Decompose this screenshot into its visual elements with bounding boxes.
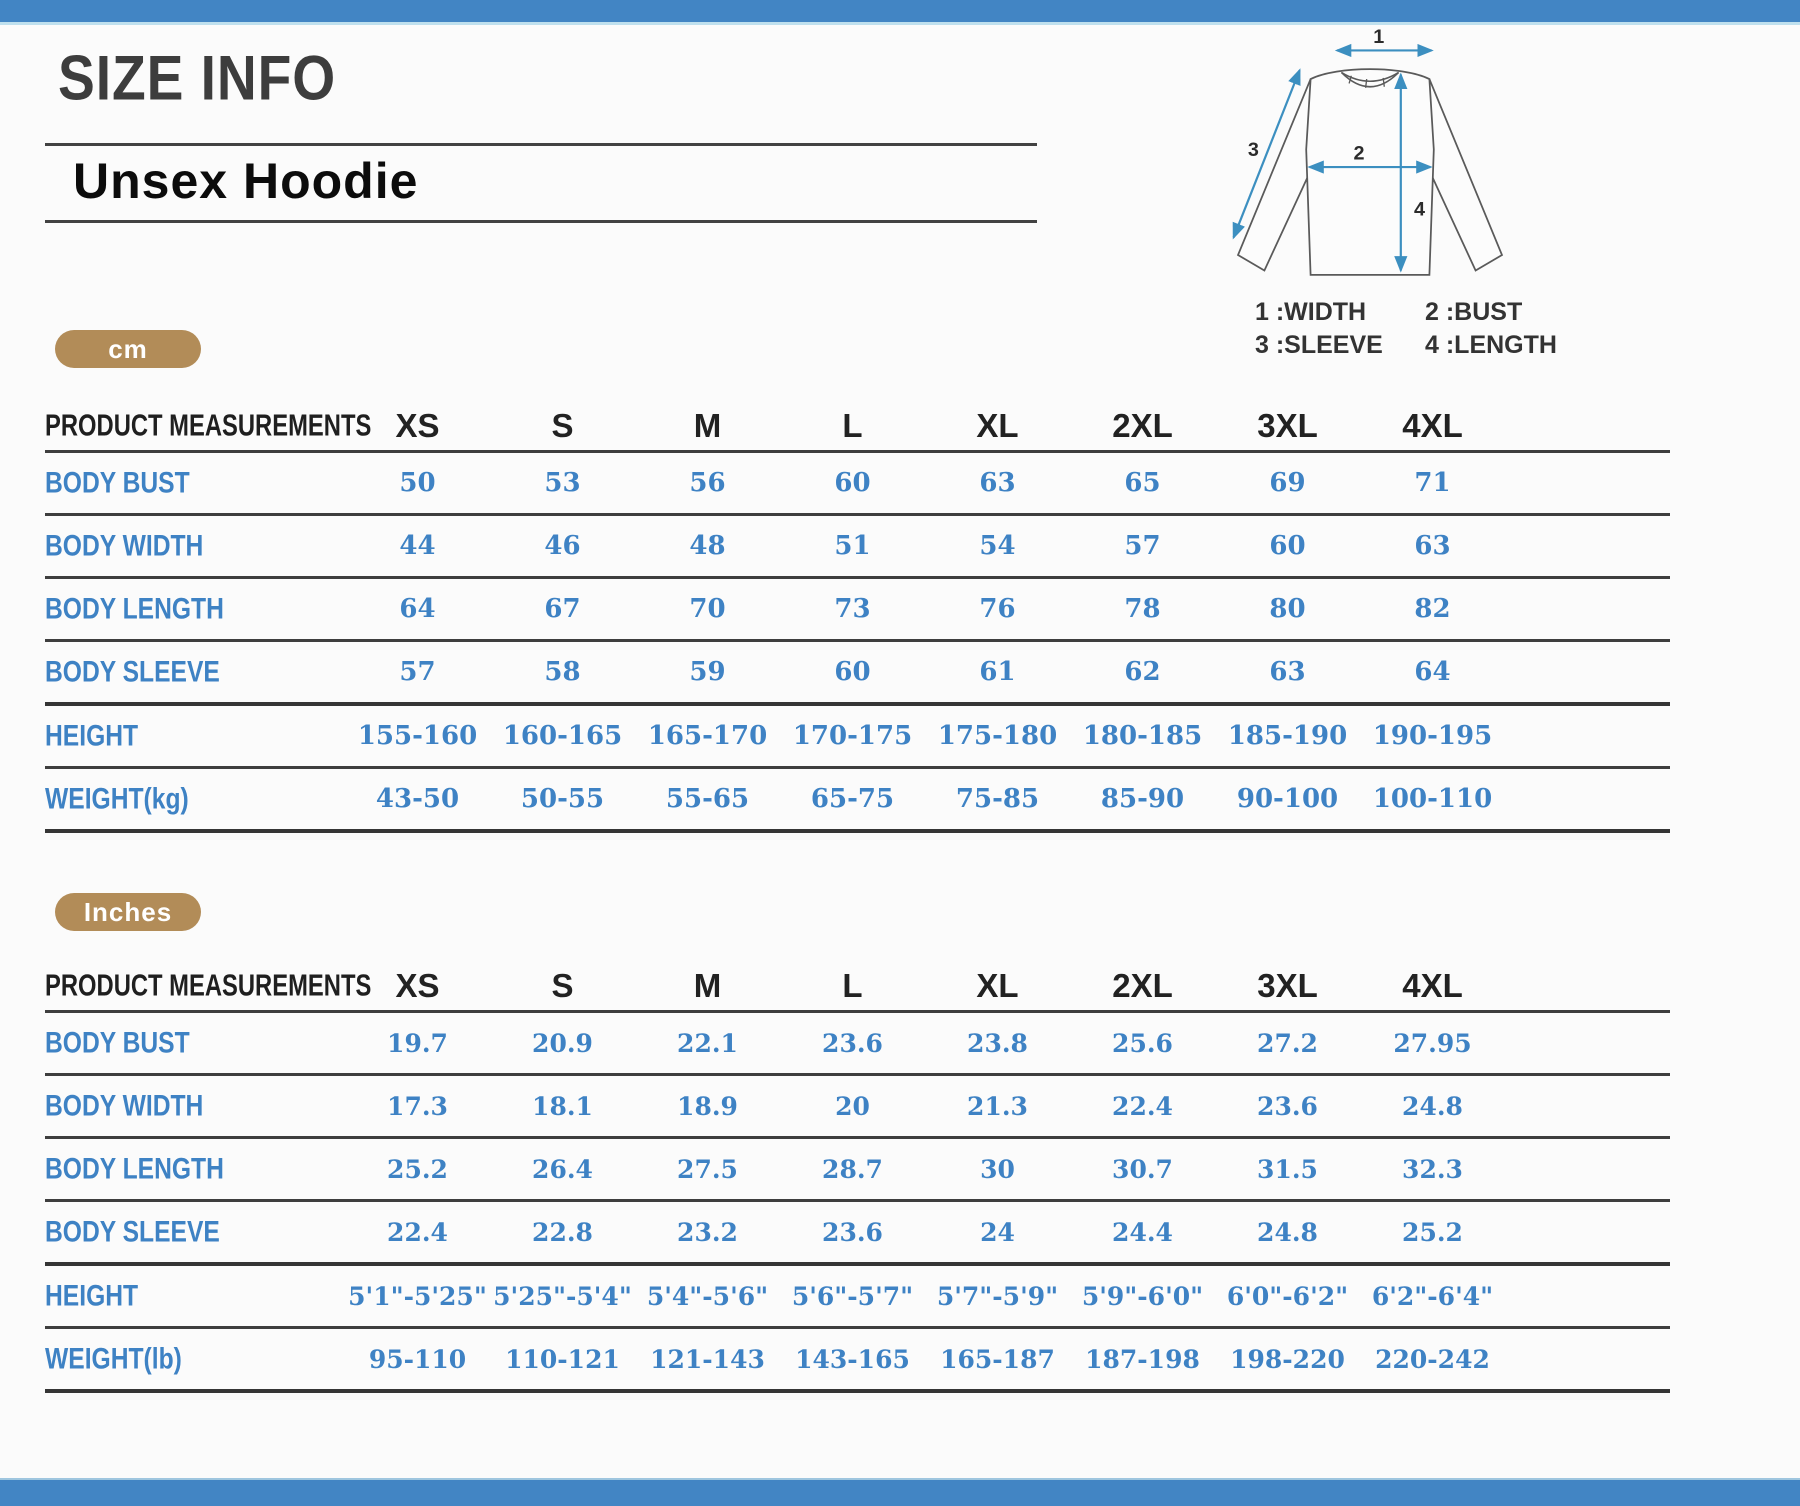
row-label: BODY WIDTH [45, 1089, 204, 1122]
table-row [45, 769, 1670, 833]
row-label: BODY BUST [45, 466, 190, 499]
cell-value: 55-65 [665, 784, 750, 814]
table-row [45, 1076, 1670, 1139]
top-blue-bar [0, 0, 1800, 25]
cell-value: 6'0"-6'2" [1226, 1281, 1349, 1311]
cell-value: 19.7 [387, 1028, 448, 1058]
cell-value: 6'2"-6'4" [1371, 1281, 1494, 1311]
unit-badge-inches: Inches [55, 893, 201, 931]
cell-value: 5'25"-5'4" [493, 1281, 632, 1311]
cell-value: 64 [399, 594, 436, 624]
cell-value: 24.8 [1257, 1217, 1318, 1247]
table-row [45, 1329, 1670, 1393]
cell-value: 28.7 [822, 1154, 883, 1184]
row-label: HEIGHT [45, 719, 139, 752]
legend-width: 1 :WIDTH [1255, 298, 1367, 326]
table-row [45, 1139, 1670, 1202]
cell-value: 18.9 [677, 1091, 738, 1121]
cell-value: 67 [544, 594, 581, 624]
column-header-size: M [693, 967, 722, 1004]
table-header-row [45, 962, 1670, 1013]
cell-value: 21.3 [967, 1091, 1028, 1121]
table-row [45, 453, 1670, 516]
column-header-size: L [842, 407, 863, 444]
cell-value: 155-160 [357, 721, 478, 751]
table-row [45, 706, 1670, 769]
cell-value: 23.8 [967, 1028, 1028, 1058]
column-header-size: 4XL [1402, 967, 1463, 1004]
cm-size-table [45, 402, 1670, 833]
arrow-label-3: 3 [1247, 139, 1259, 162]
column-header-size: S [551, 967, 574, 1004]
column-header-size: 2XL [1112, 967, 1173, 1004]
legend-length: 4 :LENGTH [1425, 331, 1557, 359]
cell-value: 57 [1124, 531, 1161, 561]
cell-value: 5'9"-6'0" [1081, 1281, 1204, 1311]
cell-value: 5'7"-5'9" [936, 1281, 1059, 1311]
column-header-size: XS [395, 407, 440, 444]
column-header-measurements: PRODUCT MEASUREMENTS [45, 968, 372, 1003]
column-header-size: 2XL [1112, 407, 1173, 444]
cell-value: 85-90 [1100, 784, 1185, 814]
cell-value: 198-220 [1230, 1344, 1345, 1374]
row-label: BODY WIDTH [45, 529, 204, 562]
cell-value: 30 [980, 1154, 1015, 1184]
cell-value: 5'4"-5'6" [646, 1281, 769, 1311]
cell-value: 5'1"-5'25" [348, 1281, 487, 1311]
cell-value: 60 [1269, 531, 1306, 561]
cell-value: 43-50 [375, 784, 460, 814]
cell-value: 69 [1269, 468, 1306, 498]
cell-value: 32.3 [1402, 1154, 1463, 1184]
cell-value: 61 [979, 657, 1016, 687]
cell-value: 187-198 [1085, 1344, 1200, 1374]
column-header-size: 3XL [1257, 967, 1318, 1004]
column-header-size: 4XL [1402, 407, 1463, 444]
cell-value: 75-85 [955, 784, 1040, 814]
cell-value: 165-170 [647, 721, 768, 751]
cell-value: 180-185 [1082, 721, 1203, 751]
cell-value: 80 [1269, 594, 1306, 624]
cell-value: 20.9 [532, 1028, 593, 1058]
cell-value: 25.6 [1112, 1028, 1173, 1058]
cell-value: 46 [544, 531, 581, 561]
cell-value: 165-187 [940, 1344, 1055, 1374]
cell-value: 27.5 [677, 1154, 738, 1184]
cell-value: 51 [834, 531, 871, 561]
cell-value: 63 [979, 468, 1016, 498]
cell-value: 54 [979, 531, 1016, 561]
row-label: BODY BUST [45, 1026, 190, 1059]
bottom-blue-bar [0, 1478, 1800, 1506]
cell-value: 63 [1269, 657, 1306, 687]
cell-value: 160-165 [502, 721, 623, 751]
column-header-size: XL [976, 967, 1019, 1004]
cell-value: 23.6 [1257, 1091, 1318, 1121]
cell-value: 58 [544, 657, 581, 687]
table-row [45, 1266, 1670, 1329]
hoodie-outline-icon [1205, 26, 1535, 296]
unit-badge-cm: cm [55, 330, 201, 368]
inches-size-table [45, 962, 1670, 1393]
cell-value: 25.2 [387, 1154, 448, 1184]
cell-value: 65 [1124, 468, 1161, 498]
row-label: WEIGHT(lb) [45, 1342, 182, 1375]
cell-value: 59 [689, 657, 726, 687]
cell-value: 70 [689, 594, 726, 624]
cell-value: 170-175 [792, 721, 913, 751]
cell-value: 23.6 [822, 1028, 883, 1058]
column-header-size: L [842, 967, 863, 1004]
row-label: HEIGHT [45, 1279, 139, 1312]
cell-value: 50-55 [520, 784, 605, 814]
row-label: BODY SLEEVE [45, 655, 220, 688]
cell-value: 62 [1124, 657, 1161, 687]
cell-value: 30.7 [1112, 1154, 1173, 1184]
table-row [45, 1013, 1670, 1076]
cell-value: 64 [1414, 657, 1451, 687]
cell-value: 65-75 [810, 784, 895, 814]
cell-value: 53 [544, 468, 581, 498]
cell-value: 17.3 [387, 1091, 448, 1121]
cell-value: 63 [1414, 531, 1451, 561]
cell-value: 78 [1124, 594, 1161, 624]
column-header-measurements: PRODUCT MEASUREMENTS [45, 408, 372, 443]
page-title: SIZE INFO [58, 43, 337, 114]
cell-value: 110-121 [505, 1344, 620, 1374]
column-header-size: S [551, 407, 574, 444]
cell-value: 44 [399, 531, 436, 561]
cell-value: 22.8 [532, 1217, 593, 1247]
cell-value: 50 [399, 468, 436, 498]
cell-value: 27.95 [1393, 1028, 1472, 1058]
cell-value: 220-242 [1375, 1344, 1490, 1374]
cell-value: 25.2 [1402, 1217, 1463, 1247]
legend-sleeve: 3 :SLEEVE [1255, 331, 1383, 359]
cell-value: 5'6"-5'7" [791, 1281, 914, 1311]
arrow-label-1: 1 [1373, 26, 1385, 48]
row-label: BODY SLEEVE [45, 1215, 220, 1248]
cell-value: 185-190 [1227, 721, 1348, 751]
cell-value: 23.2 [677, 1217, 738, 1247]
cell-value: 24 [980, 1217, 1015, 1247]
cell-value: 76 [979, 594, 1016, 624]
column-header-size: 3XL [1257, 407, 1318, 444]
cell-value: 175-180 [937, 721, 1058, 751]
cell-value: 22.1 [677, 1028, 738, 1058]
column-header-size: M [693, 407, 722, 444]
cell-value: 100-110 [1372, 784, 1493, 814]
cell-value: 95-110 [368, 1344, 467, 1374]
diagram-legend [1255, 298, 1625, 360]
cell-value: 56 [689, 468, 726, 498]
cell-value: 73 [834, 594, 871, 624]
cell-value: 22.4 [1112, 1091, 1173, 1121]
legend-bust: 2 :BUST [1425, 298, 1523, 326]
row-label: BODY LENGTH [45, 1152, 224, 1185]
cell-value: 143-165 [795, 1344, 910, 1374]
cell-value: 23.6 [822, 1217, 883, 1247]
product-name: Unsex Hoodie [73, 153, 419, 209]
cell-value: 71 [1414, 468, 1451, 498]
row-label: WEIGHT(kg) [45, 782, 189, 815]
cell-value: 20 [835, 1091, 870, 1121]
cell-value: 26.4 [532, 1154, 593, 1184]
cell-value: 22.4 [387, 1217, 448, 1247]
cell-value: 57 [399, 657, 436, 687]
cell-value: 48 [689, 531, 726, 561]
arrow-label-4: 4 [1414, 198, 1426, 221]
cell-value: 18.1 [532, 1091, 593, 1121]
hoodie-measurement-diagram [1205, 26, 1635, 296]
table-row [45, 516, 1670, 579]
cell-value: 82 [1414, 594, 1451, 624]
table-row [45, 1202, 1670, 1266]
table-row [45, 579, 1670, 642]
column-header-size: XS [395, 967, 440, 1004]
product-name-box [45, 143, 1037, 223]
cell-value: 24.4 [1112, 1217, 1173, 1247]
table-header-row [45, 402, 1670, 453]
cell-value: 121-143 [650, 1344, 765, 1374]
cell-value: 190-195 [1372, 721, 1493, 751]
cell-value: 90-100 [1236, 784, 1339, 814]
row-label: BODY LENGTH [45, 592, 224, 625]
cell-value: 24.8 [1402, 1091, 1463, 1121]
cell-value: 31.5 [1257, 1154, 1318, 1184]
cell-value: 60 [834, 468, 871, 498]
cell-value: 27.2 [1257, 1028, 1318, 1058]
table-row [45, 642, 1670, 706]
column-header-size: XL [976, 407, 1019, 444]
cell-value: 60 [834, 657, 871, 687]
arrow-label-2: 2 [1353, 142, 1365, 165]
